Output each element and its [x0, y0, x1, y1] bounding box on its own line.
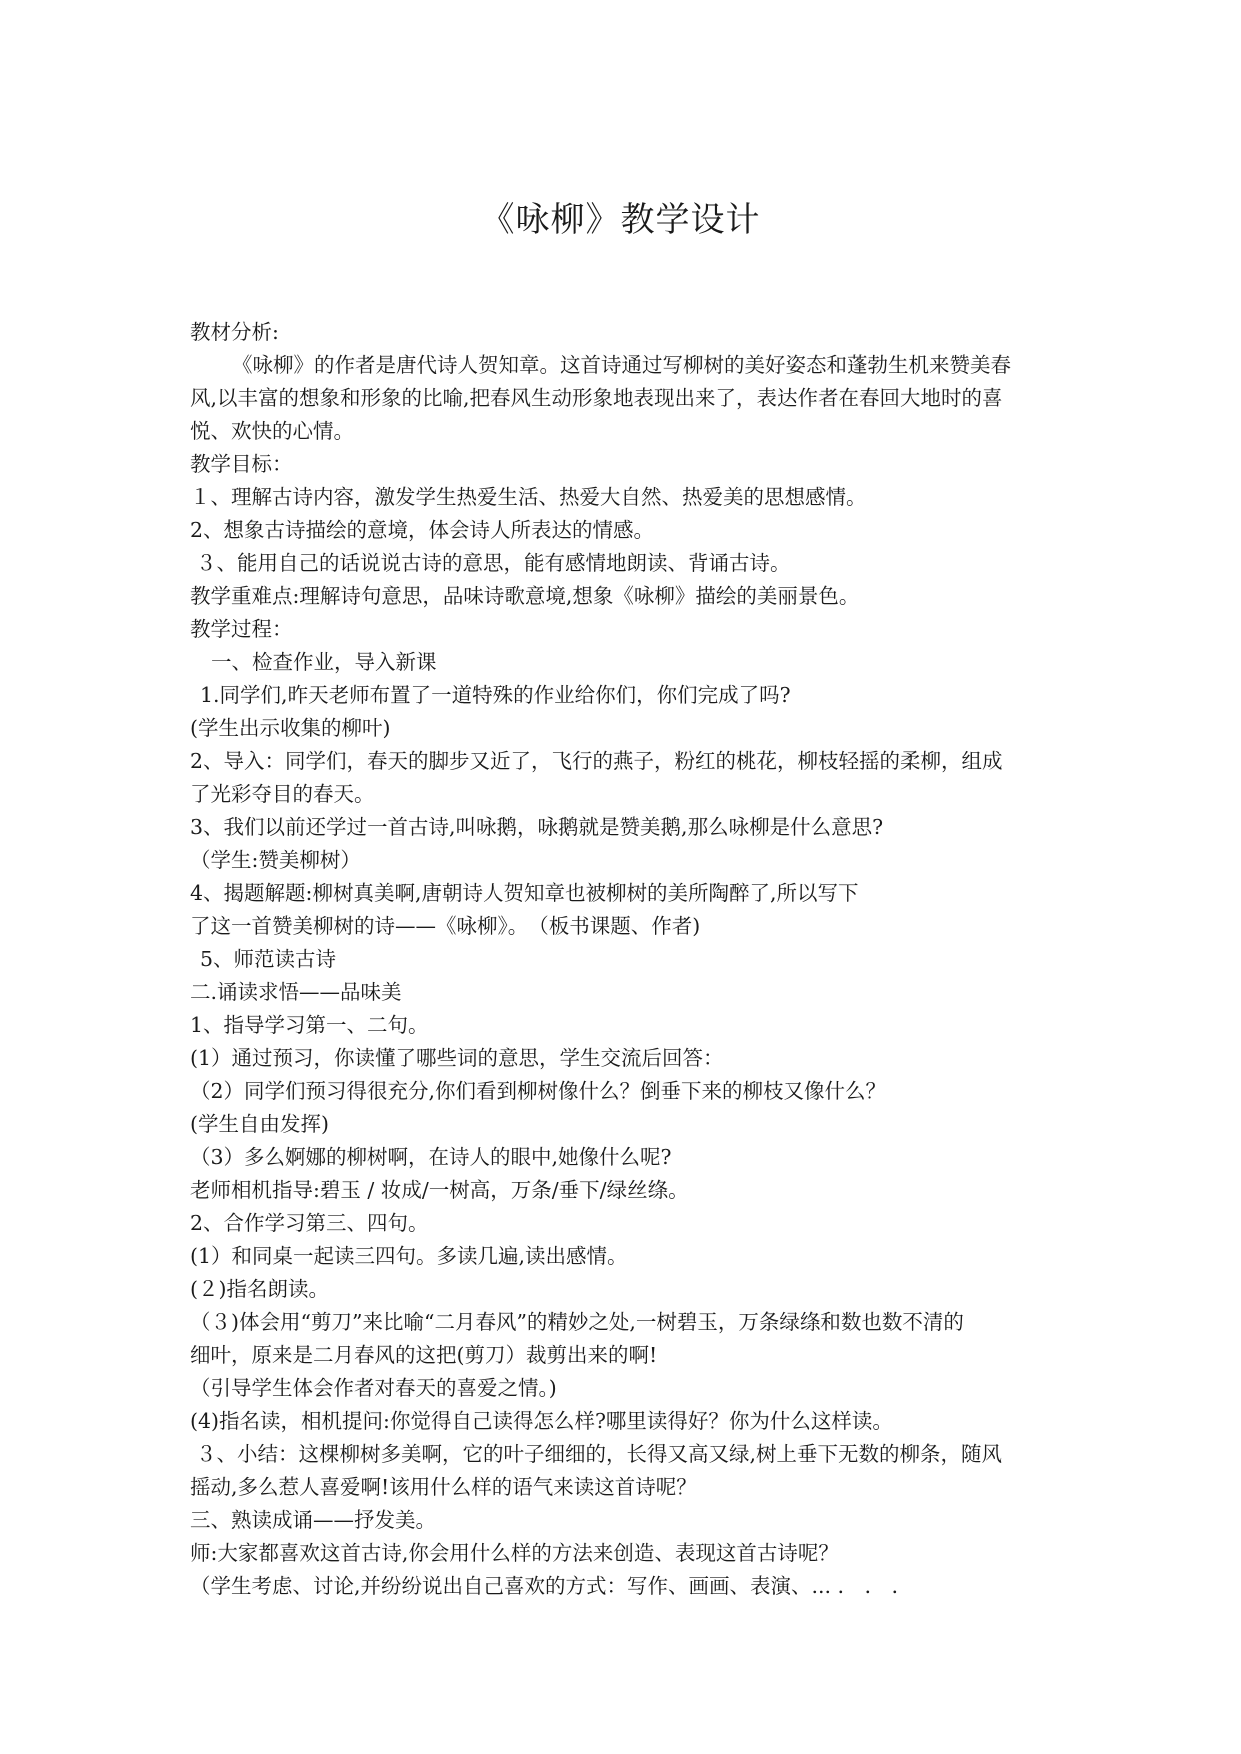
section-heading-teaching-goals: 教学目标：	[190, 452, 293, 476]
paragraph-line: 悦、欢快的心情。	[190, 419, 354, 443]
process-item: 了这一首赞美柳树的诗——《咏柳》。 （板书课题、作者)	[190, 914, 701, 938]
process-item: (4)指名读，相机提问:你觉得自己读得怎么样?哪里读得好？你为什么这样读。	[190, 1409, 893, 1433]
process-item: 摇动,多么惹人喜爱啊!该用什么样的语气来读这首诗呢？	[190, 1475, 697, 1499]
document-title: 《咏柳》教学设计	[480, 200, 761, 240]
process-item: ３、小结：这棵柳树多美啊，它的叶子细细的，长得又高又绿,树上垂下无数的柳条，随风	[196, 1442, 1003, 1466]
process-item: 细叶，原来是二月春风的这把(剪刀）裁剪出来的啊!	[190, 1343, 658, 1367]
subsection-heading: 二.诵读求悟——品味美	[190, 980, 402, 1004]
process-note: （学生考虑、讨论,并纷纷说出自己喜欢的方式：写作、画画、表演、... ． ． ．	[190, 1574, 913, 1598]
process-item: 了光彩夺目的春天。	[190, 782, 375, 806]
process-item: (２)指名朗读。	[190, 1277, 329, 1301]
goal-item: 2、想象古诗描绘的意境，体会诗人所表达的情感。	[190, 518, 655, 542]
process-item: 老师相机指导:碧玉 / 妆成/一树高，万条/垂下/绿丝绦。	[190, 1178, 689, 1202]
section-heading-teaching-process: 教学过程：	[190, 617, 293, 641]
process-note: (学生出示收集的柳叶)	[190, 716, 391, 740]
process-item: 1.同学们,昨天老师布置了一道特殊的作业给你们，你们完成了吗?	[200, 683, 791, 707]
process-item: 3、我们以前还学过一首古诗,叫咏鹅，咏鹅就是赞美鹅,那么咏柳是什么意思?	[190, 815, 884, 839]
process-item: 2、导入：同学们，春天的脚步又近了，飞行的燕子，粉红的桃花，柳枝轻摇的柔柳，组成	[190, 749, 1003, 773]
process-note: （引导学生体会作者对春天的喜爱之情。)	[190, 1376, 557, 1400]
process-item: （３)体会用“剪刀”来比喻“二月春风”的精妙之处,一树碧玉，万条绿绦和数也数不清的	[190, 1310, 964, 1334]
process-note: (学生自由发挥)	[190, 1112, 329, 1136]
goal-item: １、理解古诗内容，激发学生热爱生活、热爱大自然、热爱美的思想感情。	[190, 485, 867, 509]
process-item: 5、师范读古诗	[200, 947, 337, 971]
goal-item: ３、能用自己的话说说古诗的意思，能有感情地朗读、背诵古诗。	[196, 551, 791, 575]
process-item: 1、指导学习第一、二句。	[190, 1013, 429, 1037]
process-note: （学生:赞美柳树）	[190, 848, 361, 872]
paragraph-line: 风,以丰富的想象和形象的比喻,把春风生动形象地表现出来了，表达作者在春回大地时的喜	[190, 386, 1003, 410]
process-item: 2、合作学习第三、四句。	[190, 1211, 429, 1235]
subsection-heading: 一、检查作业，导入新课	[211, 650, 437, 674]
paragraph-line: 《咏柳》的作者是唐代诗人贺知章。这首诗通过写柳树的美好姿态和蓬勃生机来赞美春	[232, 353, 1011, 377]
process-item: 4、揭题解题:柳树真美啊,唐朝诗人贺知章也被柳树的美所陶醉了,所以写下	[190, 881, 859, 905]
process-item: (1）和同桌一起读三四句。多读几遍,读出感情。	[190, 1244, 628, 1268]
subsection-heading: 三、熟读成诵——抒发美。	[190, 1508, 436, 1532]
document-body	[190, 316, 1070, 1603]
process-item: （3）多么婀娜的柳树啊，在诗人的眼中,她像什么呢?	[190, 1145, 672, 1169]
process-item: (1）通过预习，你读懂了哪些词的意思，学生交流后回答：	[190, 1046, 724, 1070]
section-heading-key-points: 教学重难点:理解诗句意思，品味诗歌意境,想象《咏柳》描绘的美丽景色。	[190, 584, 860, 608]
process-item: （2）同学们预习得很充分,你们看到柳树像什么？倒垂下来的柳枝又像什么？	[190, 1079, 887, 1103]
process-item: 师:大家都喜欢这首古诗,你会用什么样的方法来创造、表现这首古诗呢？	[190, 1541, 839, 1565]
section-heading-material-analysis: 教材分析:	[190, 320, 279, 344]
